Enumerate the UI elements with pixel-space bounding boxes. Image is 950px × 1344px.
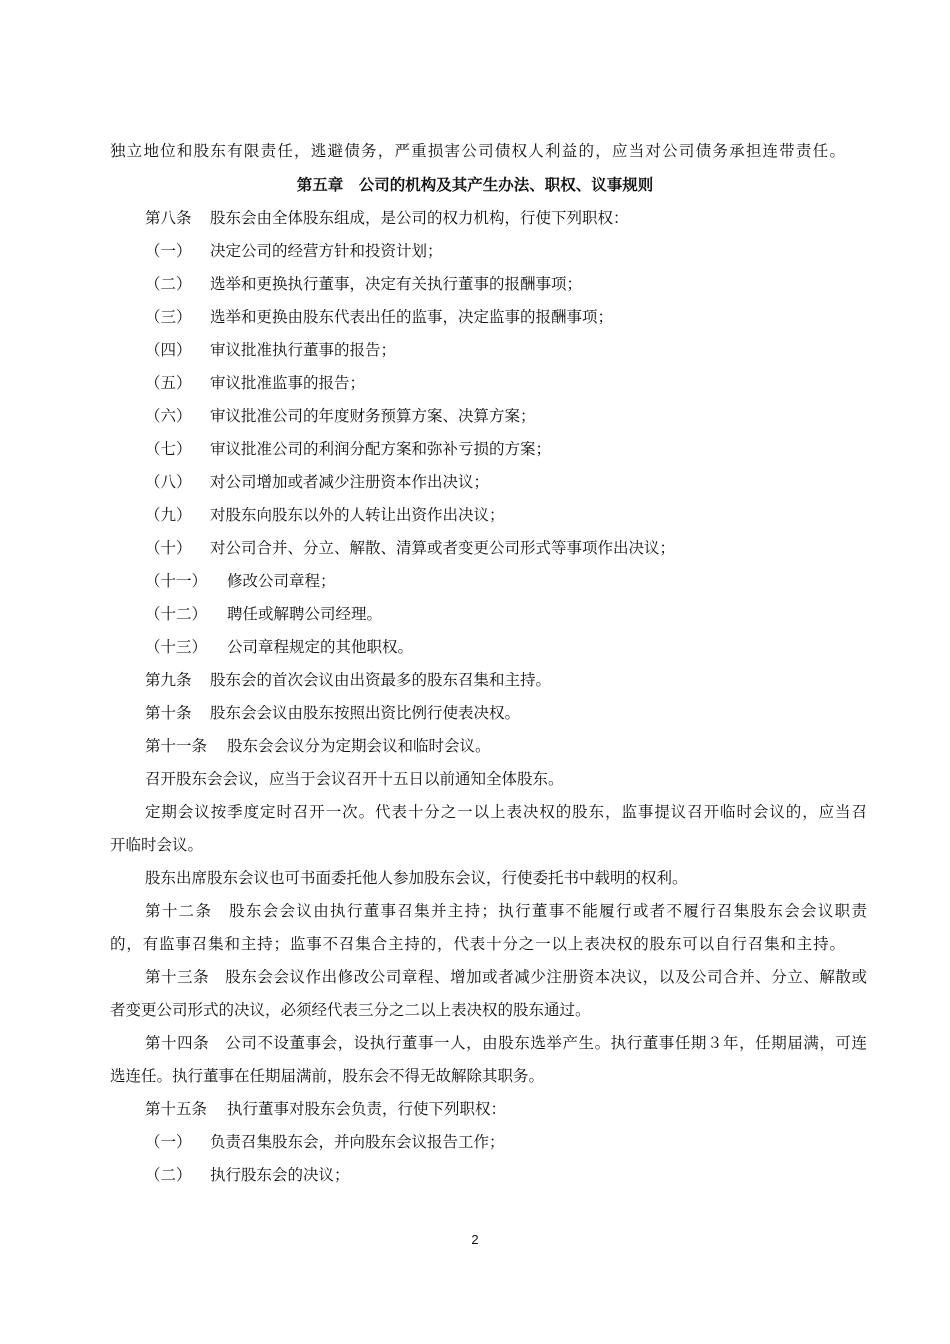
article-8-item-num: （四） xyxy=(145,341,192,359)
article-8-item-text: 修改公司章程； xyxy=(227,572,336,590)
article-8-item-text: 审议批准监事的报告； xyxy=(210,374,366,392)
article-15-label: 第十五条 xyxy=(145,1100,208,1118)
article-11-paragraph: 定期会议按季度定时召开一次。代表十分之一以上表决权的股东，监事提议召开临时会议的，应当召 xyxy=(145,803,867,821)
article-8-item-num: （八） xyxy=(145,473,192,491)
article-11-paragraph: 召开股东会会议，应当于会议召开十五日以前通知全体股东。 xyxy=(145,770,564,788)
article-8-item-text: 选举和更换执行董事，决定有关执行董事的报酬事项； xyxy=(210,275,583,293)
article-8-item-text: 审议批准执行董事的报告； xyxy=(210,341,397,359)
article-10-label: 第十条 xyxy=(145,704,192,722)
article-11-paragraph: 开临时会议。 xyxy=(110,836,204,854)
article-15-item-text: 执行股东会的决议； xyxy=(210,1166,350,1184)
article-14-paragraph: 第十四条 公司不设董事会，设执行董事一人，由股东选举产生。执行董事任期３年，任期届满，可连 xyxy=(145,1034,867,1052)
article-13-paragraph: 者变更公司形式的决议，必须经代表三分之二以上表决权的股东通过。 xyxy=(110,1001,591,1019)
article-8-item-num: （七） xyxy=(145,440,192,458)
chapter-title: 第五章 公司的机构及其产生办法、职权、议事规则 xyxy=(296,175,654,194)
article-8-item-text: 选举和更换由股东代表出任的监事，决定监事的报酬事项； xyxy=(210,308,614,326)
article-9-text: 股东会的首次会议由出资最多的股东召集和主持。 xyxy=(210,671,552,689)
article-8-item-text: 审议批准公司的利润分配方案和弥补亏损的方案； xyxy=(210,440,552,458)
article-8-item-num: （十三） xyxy=(145,638,208,656)
article-15-text: 执行董事对股东会负责，行使下列职权： xyxy=(227,1100,507,1118)
article-8-item-text: 对公司增加或者减少注册资本作出决议； xyxy=(210,473,490,491)
article-8-item-text: 决定公司的经营方针和投资计划； xyxy=(210,242,443,260)
article-12-paragraph: 第十二条 股东会会议由执行董事召集并主持；执行董事不能履行或者不履行召集股东会会议职责 xyxy=(145,902,867,920)
page-number: 2 xyxy=(471,1232,479,1247)
article-8-item-num: （十一） xyxy=(145,572,208,590)
article-11-paragraph: 股东出席股东会议也可书面委托他人参加股东会议，行使委托书中载明的权利。 xyxy=(145,869,688,887)
article-11-text: 股东会会议分为定期会议和临时会议。 xyxy=(227,737,491,755)
article-8-item-num: （五） xyxy=(145,374,192,392)
article-8-item-num: （六） xyxy=(145,407,192,425)
article-12-paragraph: 的，有监事召集和主持；监事不召集合主持的，代表十分之一以上表决权的股东可以自行召集和主持。 xyxy=(110,935,845,953)
article-11-label: 第十一条 xyxy=(145,737,208,755)
article-8-item-text: 对股东向股东以外的人转让出资作出决议； xyxy=(210,506,505,524)
article-8-item-num: （一） xyxy=(145,242,192,260)
article-8-item-num: （十） xyxy=(145,539,192,557)
article-15-item-text: 负责召集股东会，并向股东会议报告工作； xyxy=(210,1133,505,1151)
article-10-text: 股东会会议由股东按照出资比例行使表决权。 xyxy=(210,704,521,722)
article-13-paragraph: 第十三条 股东会会议作出修改公司章程、增加或者减少注册资本决议，以及公司合并、分立、解散或 xyxy=(145,968,867,986)
continued-paragraph: 独立地位和股东有限责任，逃避债务，严重损害公司债权人利益的，应当对公司债务承担连带责任。 xyxy=(110,142,845,160)
article-8-label: 第八条 xyxy=(145,209,192,227)
article-8-item-num: （二） xyxy=(145,275,192,293)
article-15-item-num: （一） xyxy=(145,1133,192,1151)
article-8-item-num: （十二） xyxy=(145,605,208,623)
article-14-paragraph: 选连任。执行董事在任期届满前，股东会不得无故解除其职务。 xyxy=(110,1067,545,1085)
article-15-item-num: （二） xyxy=(145,1166,192,1184)
article-8-item-text: 审议批准公司的年度财务预算方案、决算方案； xyxy=(210,407,536,425)
article-8-item-num: （三） xyxy=(145,308,192,326)
article-9-label: 第九条 xyxy=(145,671,192,689)
article-8-item-num: （九） xyxy=(145,506,192,524)
article-8-item-text: 对公司合并、分立、解散、清算或者变更公司形式等事项作出决议； xyxy=(210,539,676,557)
article-8-item-text: 公司章程规定的其他职权。 xyxy=(227,638,414,656)
article-8-text: 股东会由全体股东组成，是公司的权力机构，行使下列职权： xyxy=(210,209,629,227)
article-8-item-text: 聘任或解聘公司经理。 xyxy=(227,605,383,623)
